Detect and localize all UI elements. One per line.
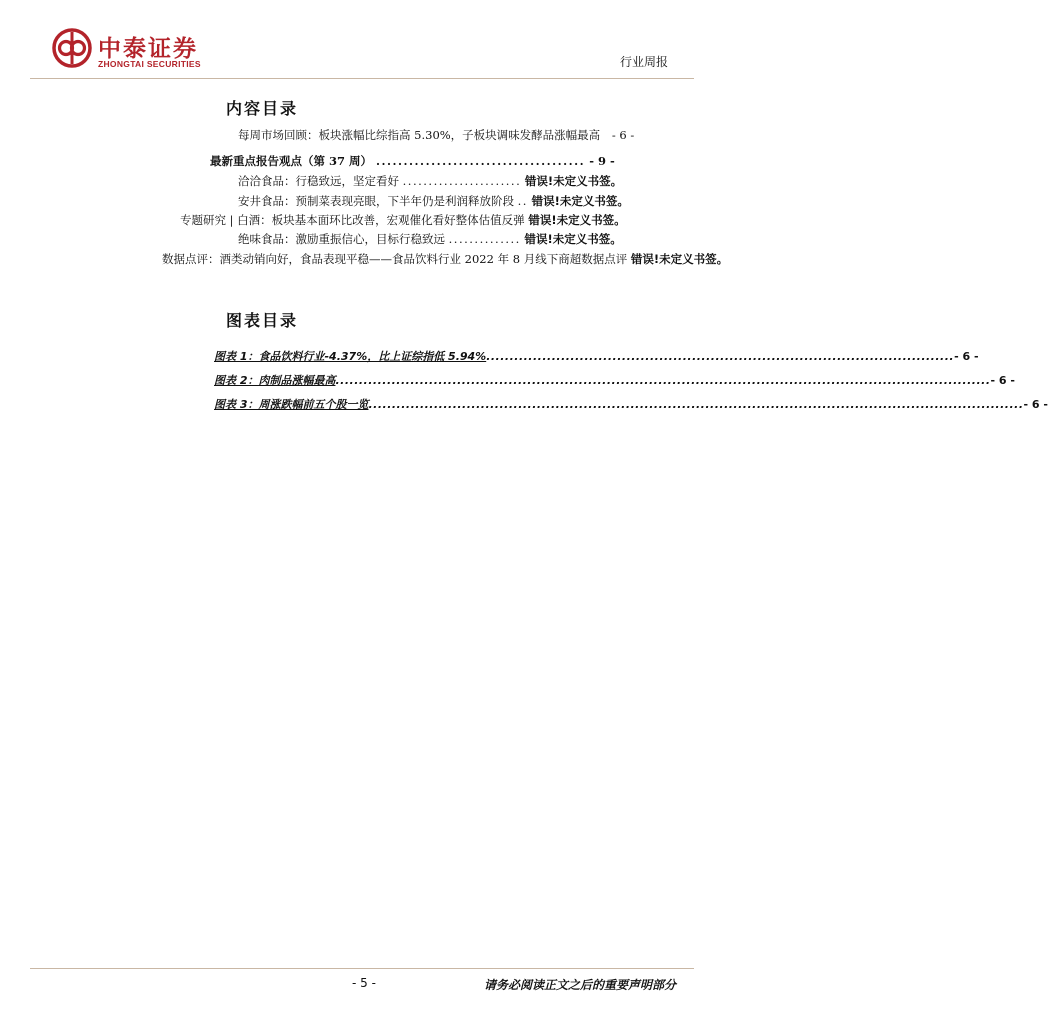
toc-entry[interactable] [162, 252, 729, 266]
toc-entry[interactable] [238, 128, 634, 142]
toc-entry-dots: ....................... [402, 174, 522, 188]
toc-entry-page: 错误!未定义书签。 [524, 174, 623, 188]
logo-chinese-name: 中泰证券 [98, 36, 198, 62]
toc-entry-page: 错误!未定义书签。 [531, 194, 629, 208]
toc-entry-text: 每周市场回顾：板块涨幅比综指高 5.30%，子板块调味发酵品涨幅最高 [238, 128, 601, 142]
toc-entry-page: 错误!未定义书签。 [630, 252, 729, 266]
toc-entry[interactable] [238, 232, 622, 246]
figure-entry-text: 图表 2：肉制品涨幅最高 [214, 374, 336, 387]
toc-entry-page: - 6 - [611, 128, 635, 142]
toc-entry[interactable] [180, 213, 626, 227]
toc-entry-page: 错误!未定义书签。 [528, 213, 626, 227]
figure-entry-page: - 6 - [954, 350, 979, 363]
toc-entry-text: 安井食品：预制菜表现亮眼，下半年仍是利润释放阶段 [238, 194, 514, 208]
toc-entry-page: - 9 - [589, 154, 615, 168]
company-logo [52, 28, 232, 72]
figure-entry[interactable] [214, 372, 1015, 388]
toc-title: 内容目录 [226, 99, 299, 118]
toc-entry-text: 数据点评：酒类动销向好，食品表现平稳——食品饮料行业 2022 年 8 月线下商超数据点评 [162, 252, 628, 266]
toc-entry-text: 绝味食品：激励重振信心，目标行稳致远 [238, 232, 445, 246]
figure-entry-dots: .................................................................................................... [486, 350, 955, 363]
zhongtai-logo-icon [52, 28, 92, 68]
report-type-label: 行业周报 [619, 55, 668, 69]
toc-entry-page: 错误!未定义书签。 [524, 232, 622, 246]
header-divider [30, 78, 694, 79]
figure-entry[interactable] [214, 348, 979, 364]
toc-entry-dots: ...................................... [376, 154, 586, 168]
figure-entry-page: - 6 - [1023, 398, 1048, 411]
footer-divider [30, 968, 694, 969]
figure-entry-text: 图表 1：食品饮料行业-4.37%，比上证综指低 5.94% [214, 350, 487, 363]
toc-entry[interactable] [238, 194, 629, 208]
toc-entry[interactable] [210, 154, 615, 168]
page-number: - 5 - [352, 976, 376, 990]
toc-entry-dots: .. [517, 194, 528, 208]
toc-entry-text: 专题研究 | 白酒：板块基本面环比改善，宏观催化看好整体估值反弹 [180, 213, 525, 227]
footer-disclaimer: 请务必阅读正文之后的重要声明部分 [483, 978, 676, 992]
figure-entry-dots: ............................................................................................................................................ [368, 398, 1024, 411]
figure-entry-page: - 6 - [990, 374, 1015, 387]
toc-entry-text: 洽洽食品：行稳致远，坚定看好 [238, 174, 399, 188]
toc-entry-text: 最新重点报告观点（第 37 周） [210, 154, 373, 168]
figures-title: 图表目录 [226, 311, 299, 330]
toc-entry[interactable] [238, 174, 622, 188]
figure-entry-text: 图表 3：周涨跌幅前五个股一览 [214, 398, 369, 411]
figure-entry-dots: ............................................................................................................................................ [335, 374, 991, 387]
toc-entry-dots: .............. [448, 232, 521, 246]
figure-entry[interactable] [214, 396, 1048, 412]
logo-english-name: ZHONGTAI SECURITIES [98, 59, 201, 69]
